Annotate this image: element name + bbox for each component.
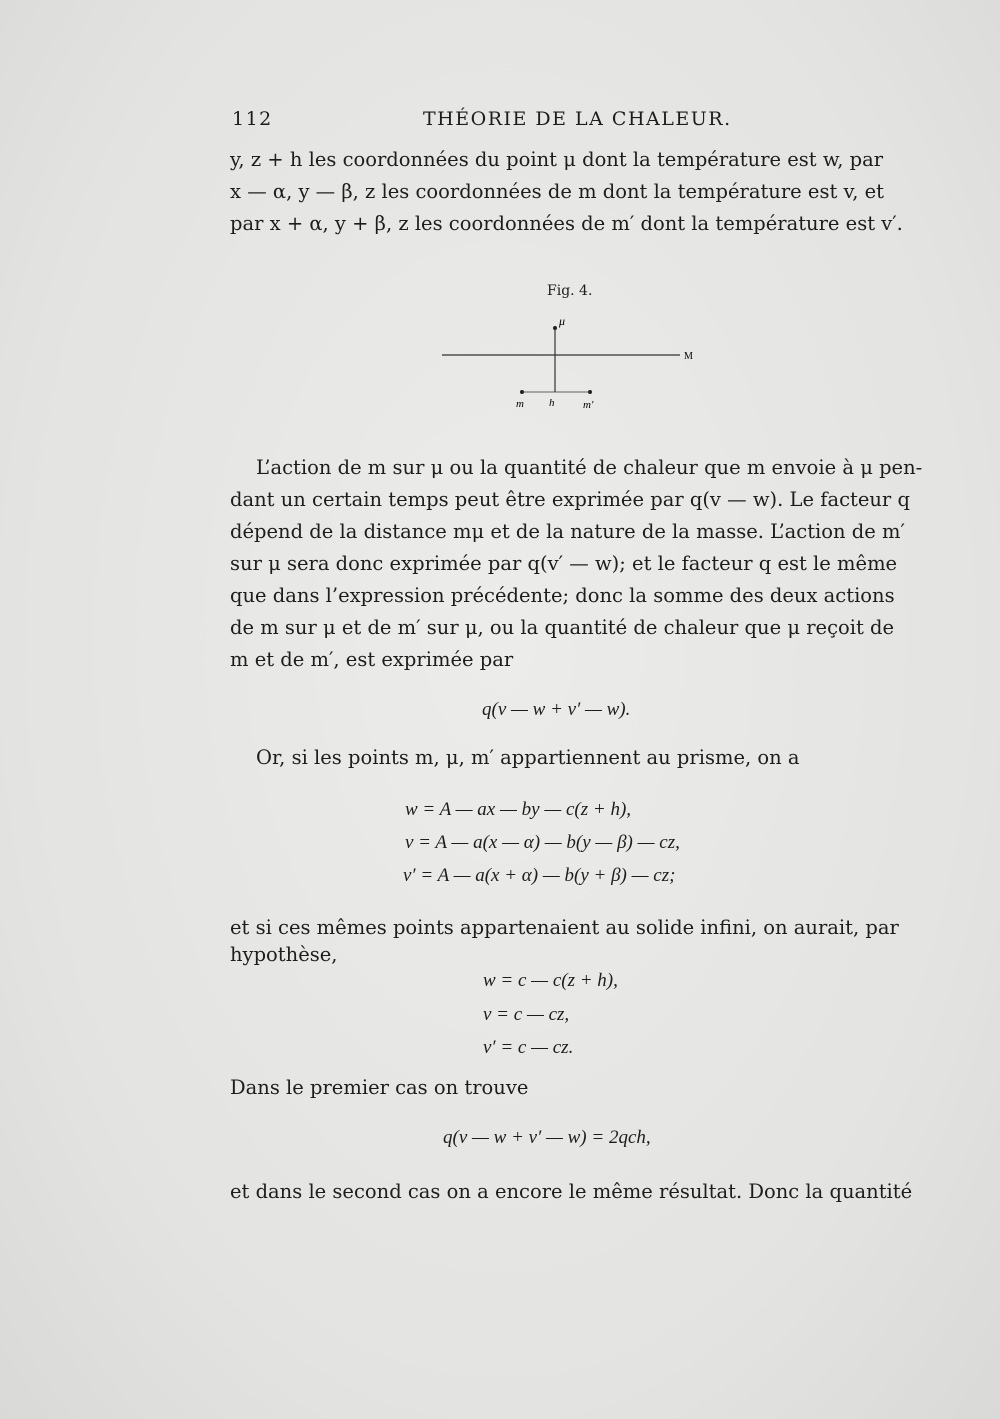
figure-4-diagram — [440, 310, 710, 420]
p2-line-1: Or, si les points m, μ, m′ appartiennent au prisme, on a — [256, 746, 800, 769]
figure-caption: Fig. 4. — [547, 283, 593, 299]
p1-line-5: que dans l’expression précédente; donc la somme des deux actions — [230, 584, 895, 607]
point-m-prime — [588, 390, 592, 394]
point-mu — [553, 326, 557, 330]
intro-line-3: par x + α, y + β, z les coordonnées de m′ dont la température est v′. — [230, 212, 903, 235]
p4-line-1: Dans le premier cas on trouve — [230, 1076, 529, 1099]
running-title: THÉORIE DE LA CHALEUR. — [423, 108, 732, 130]
label-h: h — [549, 397, 555, 409]
p1-line-6: de m sur μ et de m′ sur μ, ou la quantité de chaleur que μ reçoit de — [230, 616, 895, 639]
equation-solid-v-prime: v′ = c — cz. — [483, 1037, 574, 1058]
p1-line-3: dépend de la distance mμ et de la nature de la masse. L’action de m′ — [230, 520, 905, 543]
p1-line-1: L’action de m sur μ ou la quantité de chaleur que m envoie à μ pen- — [256, 456, 923, 479]
p3-line-1: et si ces mêmes points appartenaient au solide infini, on aurait, par — [230, 916, 899, 939]
p5-line-1: et dans le second cas on a encore le même résultat. Donc la quantité — [230, 1180, 913, 1203]
label-mu: μ — [559, 314, 566, 328]
label-M: M — [684, 351, 693, 362]
page-number: 112 — [232, 108, 273, 130]
label-m: m — [516, 398, 524, 410]
p1-line-4: sur μ sera donc exprimée par q(v′ — w); et le facteur q est le même — [230, 552, 898, 575]
point-m — [520, 390, 524, 394]
intro-line-1: y, z + h les coordonnées du point μ dont la température est w, par — [230, 148, 884, 171]
p3-line-2: hypothèse, — [230, 943, 338, 966]
equation-prism-v-prime: v′ = A — a(x + α) — b(y + β) — cz; — [403, 865, 676, 886]
equation-prism-w: w = A — ax — by — c(z + h), — [405, 799, 632, 820]
label-m-prime: m′ — [583, 399, 594, 411]
intro-line-2: x — α, y — β, z les coordonnées de m dont la température est v, et — [230, 180, 884, 203]
equation-sum-actions: q(v — w + v′ — w). — [482, 699, 631, 720]
equation-solid-w: w = c — c(z + h), — [483, 970, 618, 991]
p1-line-2: dant un certain temps peut être exprimée par q(v — w). Le facteur q — [230, 488, 910, 511]
equation-result: q(v — w + v′ — w) = 2qch, — [443, 1127, 651, 1148]
p1-line-7: m et de m′, est exprimée par — [230, 648, 514, 671]
equation-solid-v: v = c — cz, — [483, 1004, 570, 1025]
equation-prism-v: v = A — a(x — α) — b(y — β) — cz, — [405, 832, 680, 853]
